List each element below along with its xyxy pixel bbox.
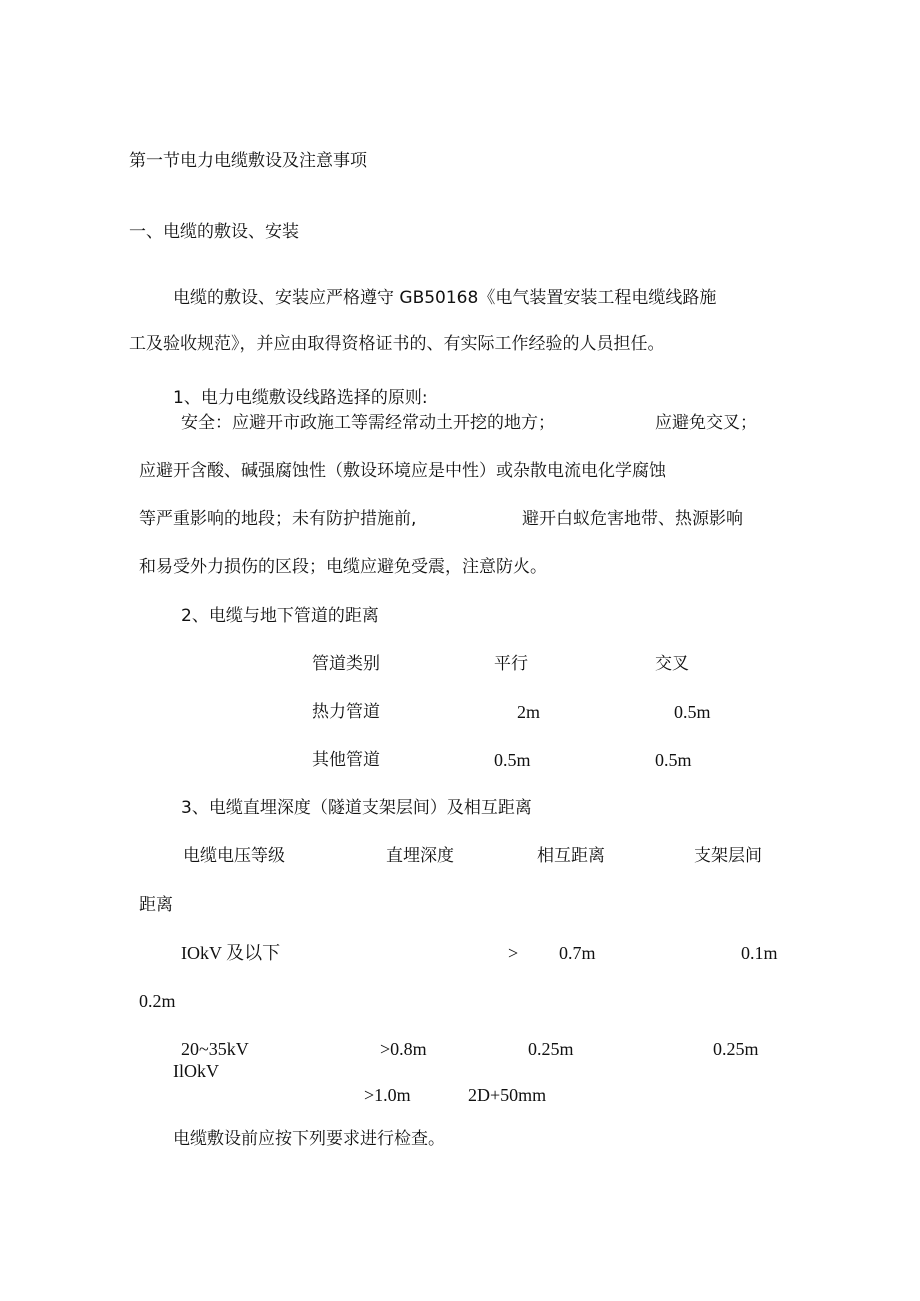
item1-line-1a: 安全：应避开市政施工等需经常动土开挖的地方； xyxy=(181,413,555,433)
intro-line-2: 工及验收规范》，并应由取得资格证书的、有实际工作经验的人员担任。 xyxy=(129,334,665,354)
depth-row1-wrap: 0.2m xyxy=(139,991,176,1011)
item1-line-3a: 等严重影响的地段；未有防护措施前, xyxy=(139,509,417,529)
depth-row3-mutual: 2D+50mm xyxy=(468,1085,547,1105)
depth-row3-depth: >1.0m xyxy=(364,1085,411,1105)
closing-line: 电缆敷设前应按下列要求进行检查。 xyxy=(173,1129,445,1149)
heading-cable-laying: 一、电缆的敷设、安装 xyxy=(129,222,299,242)
depth-table-header-depth: 直埋深度 xyxy=(386,846,454,866)
pipe-table-row2-cross: 0.5m xyxy=(655,750,692,770)
depth-row2-voltage: 20~35kV xyxy=(181,1039,249,1059)
pipe-table-row1-cross: 0.5m xyxy=(674,702,711,722)
depth-row1-depth: 0.7m xyxy=(559,943,596,963)
depth-row3-voltage: IlOkV xyxy=(173,1061,219,1081)
depth-table-header-voltage: 电缆电压等级 xyxy=(183,846,285,866)
item1-line-2: 应避开含酸、碱强腐蚀性（敷设环境应是中性）或杂散电流电化学腐蚀 xyxy=(139,461,666,481)
depth-row1-voltage: IOkV 及以下 xyxy=(181,943,281,963)
intro-line-1: 电缆的敷设、安装应严格遵守 GB50168《电气装置安装工程电缆线路施 xyxy=(173,288,717,308)
depth-table-header-bracket: 支架层间 xyxy=(694,846,762,866)
section-title: 第一节电力电缆敷设及注意事项 xyxy=(129,151,367,171)
item1-line-4: 和易受外力损伤的区段；电缆应避免受震，注意防火。 xyxy=(139,557,547,577)
pipe-table-row1-type: 热力管道 xyxy=(312,702,380,722)
item2-title: 2、电缆与地下管道的距离 xyxy=(181,606,379,626)
depth-table-header-wrap: 距离 xyxy=(139,895,173,915)
item3-title: 3、电缆直埋深度（隧道支架层间）及相互距离 xyxy=(181,798,532,818)
depth-row1-mutual: 0.1m xyxy=(741,943,778,963)
pipe-table-row2-parallel: 0.5m xyxy=(494,750,531,770)
depth-row1-gt: > xyxy=(508,943,519,963)
item1-line-3b: 避开白蚁危害地带、热源影响 xyxy=(522,509,743,529)
pipe-table-row2-type: 其他管道 xyxy=(312,750,380,770)
depth-row2-bracket: 0.25m xyxy=(713,1039,759,1059)
depth-table-header-mutual: 相互距离 xyxy=(537,846,605,866)
item1-title: 1、电力电缆敷设线路选择的原则: xyxy=(173,388,428,408)
depth-row2-depth: >0.8m xyxy=(380,1039,427,1059)
pipe-table-header-parallel: 平行 xyxy=(494,654,528,674)
pipe-table-header-type: 管道类别 xyxy=(312,654,380,674)
item1-line-1b: 应避免交叉； xyxy=(655,413,757,433)
pipe-table-header-cross: 交叉 xyxy=(655,654,689,674)
depth-row2-mutual: 0.25m xyxy=(528,1039,574,1059)
pipe-table-row1-parallel: 2m xyxy=(517,702,541,722)
